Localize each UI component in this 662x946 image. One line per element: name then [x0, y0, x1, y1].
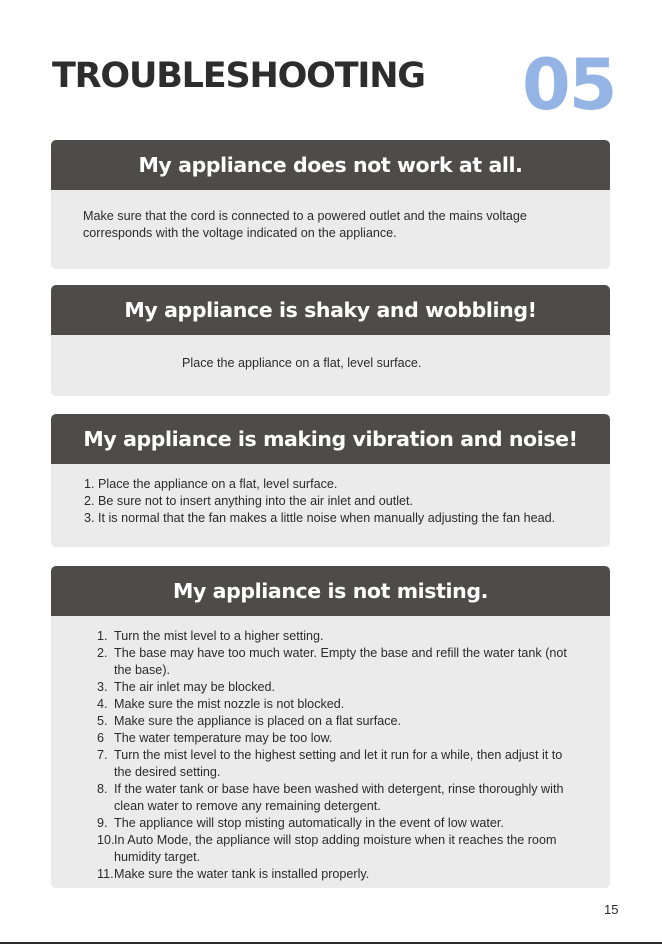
step-number: 10. — [97, 833, 115, 847]
card-body — [51, 190, 610, 242]
step-number: 1. — [97, 629, 108, 643]
section-number: 05 — [522, 44, 616, 126]
card-body — [51, 616, 610, 883]
step-text: Be sure not to insert anything into the air inlet and outlet. — [98, 494, 414, 508]
troubleshoot-card-not-working — [51, 140, 610, 269]
step-text: The base may have too much water. Empty the base and refill the water tank (not the base). — [114, 646, 567, 677]
step-text: Place the appliance on a flat, level surface. — [98, 477, 338, 491]
list-item — [97, 866, 580, 883]
card-heading: My appliance is making vibration and noise! — [51, 414, 610, 464]
card-heading: My appliance does not work at all. — [51, 140, 610, 190]
list-item — [84, 510, 610, 527]
page-number: 15 — [604, 902, 619, 917]
step-text: Make sure the mist nozzle is not blocked. — [114, 697, 345, 711]
step-text: The air inlet may be blocked. — [114, 680, 276, 694]
body-line: Make sure that the cord is connected to a powered outlet and the mains voltage — [83, 209, 527, 223]
card-body — [51, 335, 610, 372]
list-item — [97, 815, 580, 832]
step-number: 5. — [97, 714, 108, 728]
step-number: 4. — [97, 697, 108, 711]
list-item — [97, 781, 580, 815]
card-body — [51, 464, 610, 527]
step-text: Make sure the water tank is installed properly. — [114, 867, 370, 881]
body-line: Place the appliance on a flat, level surface. — [182, 356, 422, 370]
step-text: The water temperature may be too low. — [114, 731, 333, 745]
list-item — [84, 476, 610, 493]
list-item — [97, 679, 580, 696]
step-text: In Auto Mode, the appliance will stop adding moisture when it reaches the room humidity target. — [114, 833, 557, 864]
list-item — [97, 645, 580, 679]
body-line: corresponds with the voltage indicated on the appliance. — [83, 226, 397, 240]
steps-list — [97, 628, 580, 883]
page-title: TROUBLESHOOTING — [52, 56, 425, 96]
troubleshoot-card-vibration — [51, 414, 610, 547]
step-number: 11. — [97, 867, 114, 881]
step-number: 7. — [97, 748, 108, 762]
steps-list — [84, 476, 610, 527]
step-number: 1. — [84, 477, 95, 491]
bottom-divider — [0, 942, 662, 944]
step-number: 2. — [97, 646, 108, 660]
step-number: 8. — [97, 782, 108, 796]
step-number: 9. — [97, 816, 108, 830]
step-text: If the water tank or base have been washed with detergent, rinse thoroughly with clean water to remove any remaining detergent. — [114, 782, 564, 813]
step-number: 6 — [97, 731, 105, 745]
list-item — [97, 628, 580, 645]
list-item — [84, 493, 610, 510]
list-item — [97, 747, 580, 781]
step-text: Turn the mist level to a higher setting. — [114, 629, 324, 643]
step-text: Turn the mist level to the highest setting and let it run for a while, then adjust it to the desired setting. — [114, 748, 563, 779]
list-item — [97, 696, 580, 713]
step-number: 3. — [97, 680, 108, 694]
card-heading: My appliance is not misting. — [51, 566, 610, 616]
step-text: Make sure the appliance is placed on a flat surface. — [114, 714, 402, 728]
step-number: 3. — [84, 511, 95, 525]
step-number: 2. — [84, 494, 95, 508]
step-text: It is normal that the fan makes a little noise when manually adjusting the fan head. — [98, 511, 556, 525]
card-heading: My appliance is shaky and wobbling! — [51, 285, 610, 335]
list-item — [97, 730, 580, 747]
list-item — [97, 713, 580, 730]
list-item — [97, 832, 580, 866]
troubleshoot-card-shaky — [51, 285, 610, 396]
troubleshoot-card-not-misting — [51, 566, 610, 888]
step-text: The appliance will stop misting automatically in the event of low water. — [114, 816, 504, 830]
